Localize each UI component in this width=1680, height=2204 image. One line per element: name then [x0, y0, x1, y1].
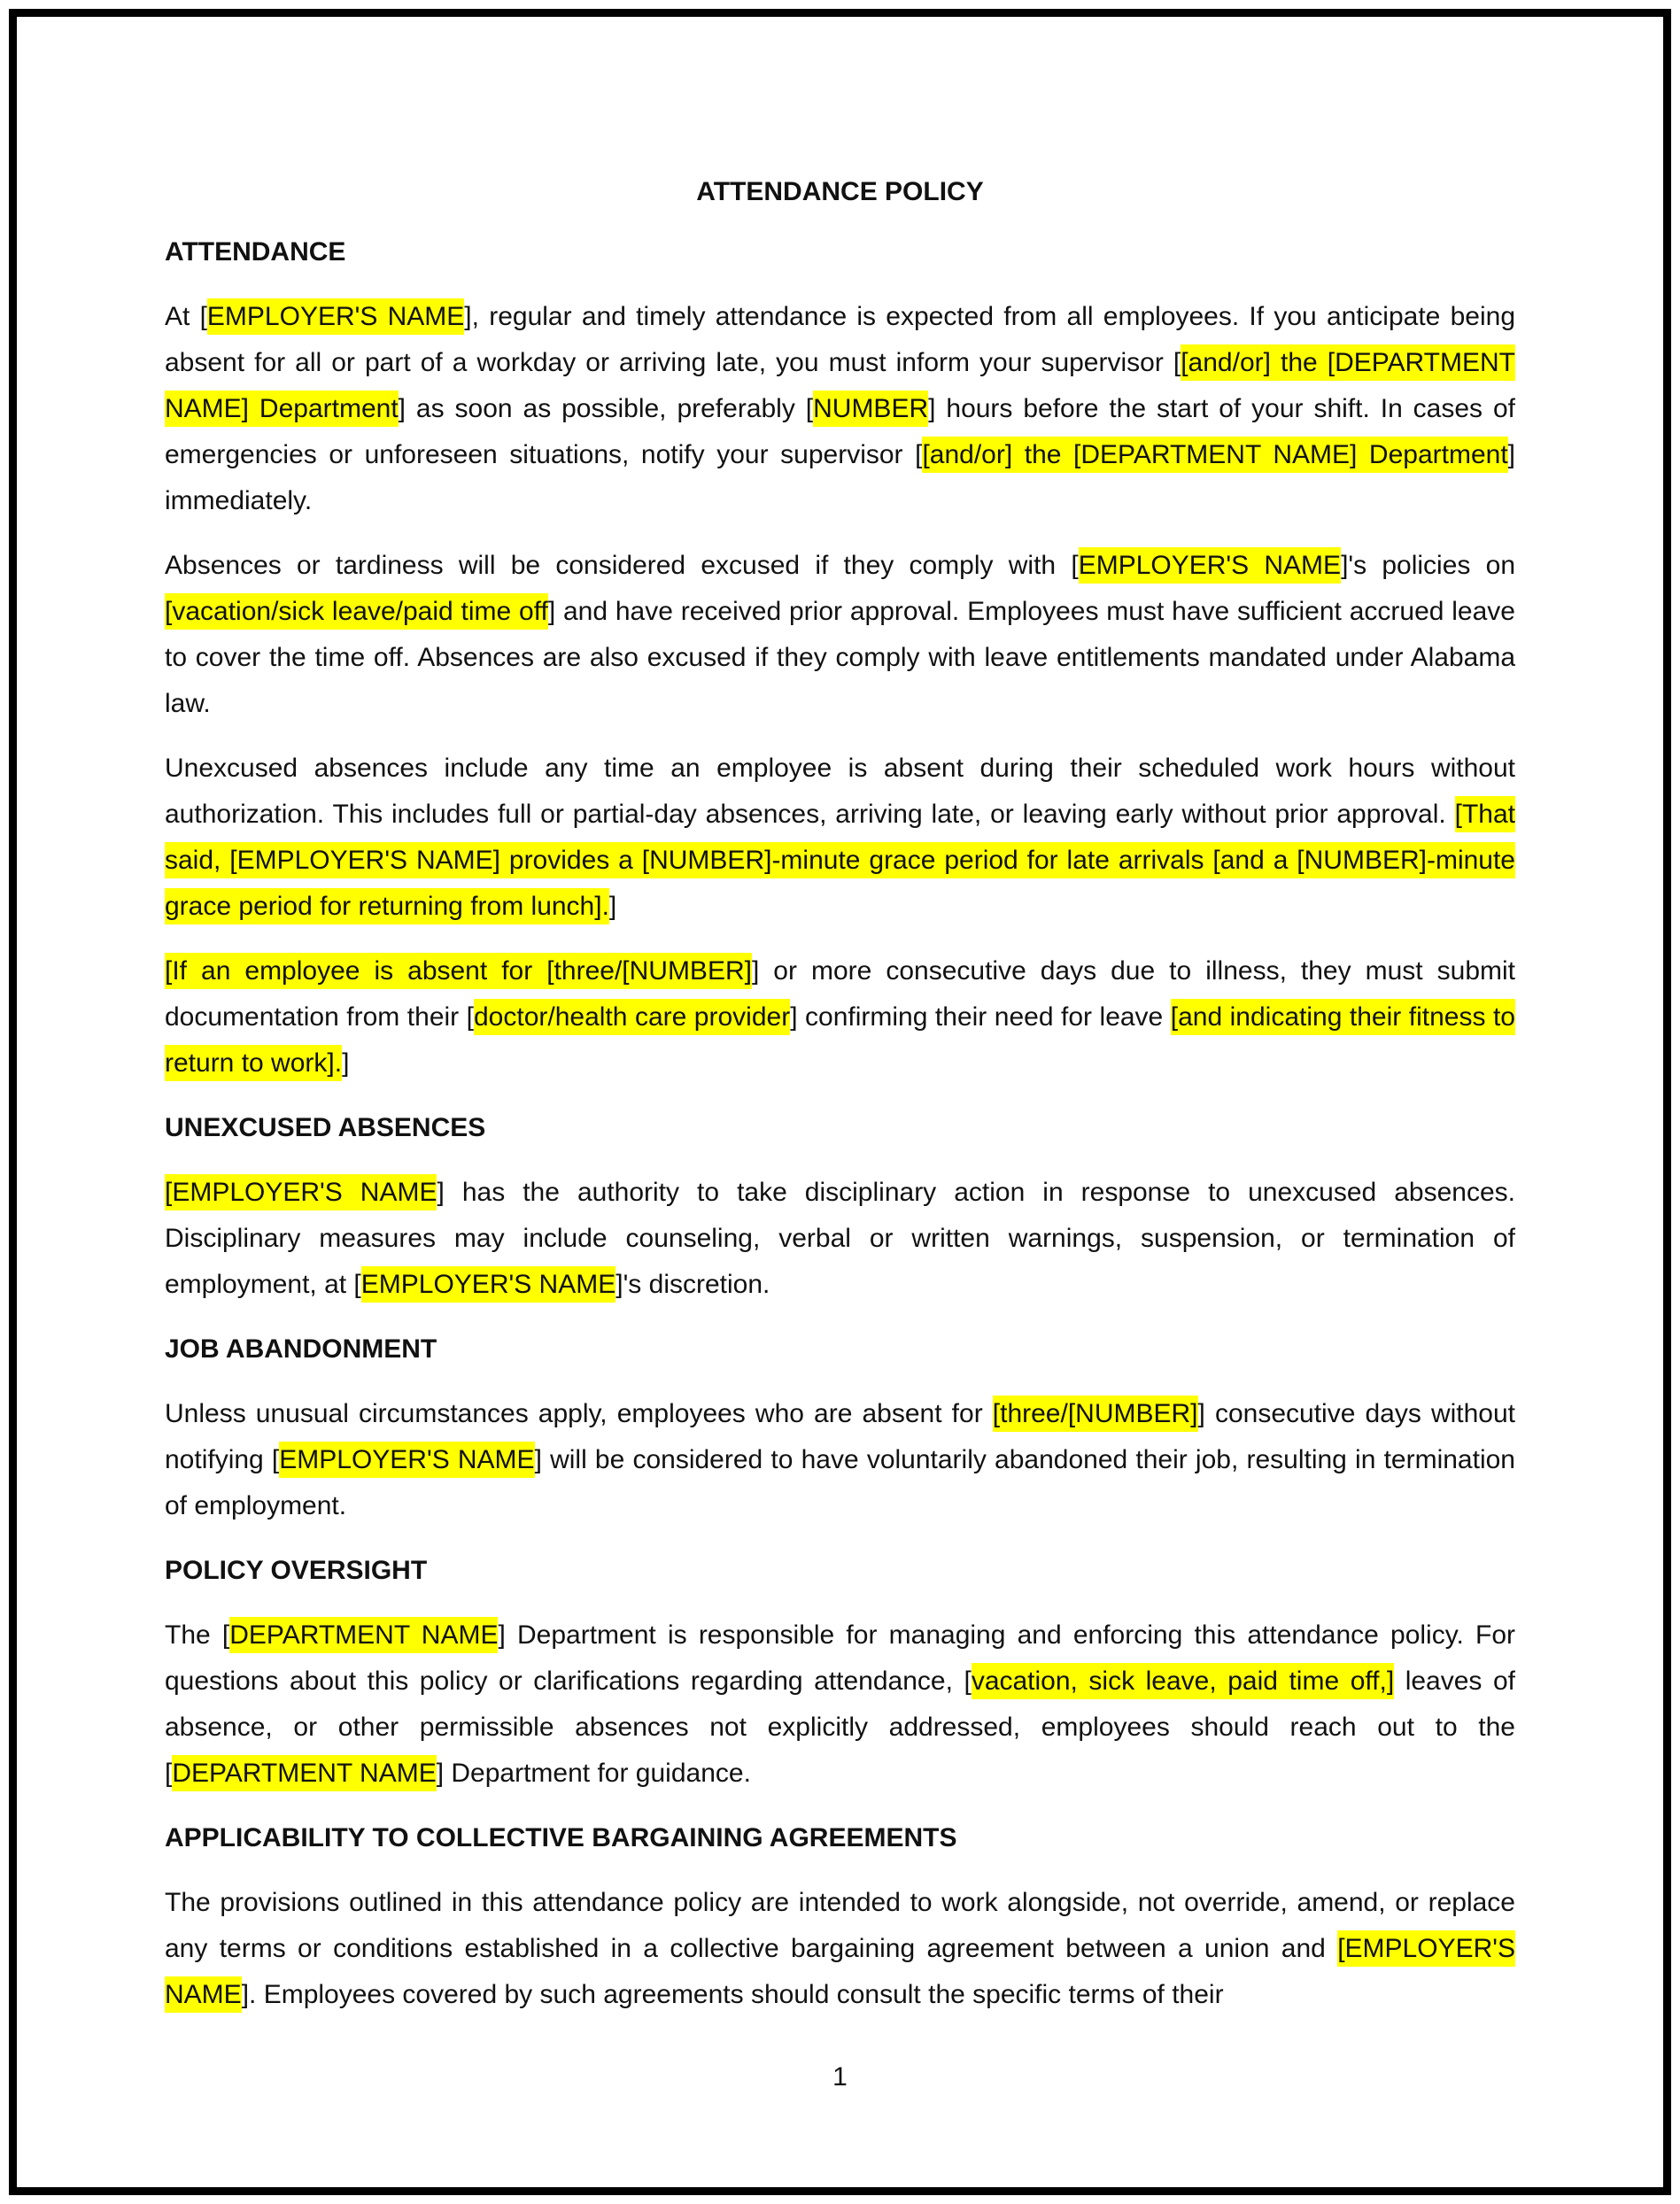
text-segment: ] and have received prior approval. Employees must have sufficient accrued leave to cover the time off. Absences are also excused if they comply with leave entitlements mandated under Alabama law. [165, 597, 1515, 718]
section-heading: APPLICABILITY TO COLLECTIVE BARGAINING AGREEMENTS [165, 1823, 957, 1852]
highlighted-placeholder: EMPLOYER'S NAME [207, 298, 464, 335]
paragraph [165, 746, 1515, 930]
paragraph [165, 1880, 1515, 2018]
text-segment: ]. Employees covered by such agreements should consult the specific terms of their [241, 1980, 1224, 2009]
text-segment: ] [608, 892, 617, 921]
highlighted-placeholder: [and indicating their fitness to return to work]. [165, 999, 1515, 1081]
text-segment: Unless unusual circumstances apply, employees who are absent for [165, 1399, 993, 1428]
paragraph [165, 1612, 1515, 1797]
highlighted-placeholder: [If an employee is absent for [three/[NUMBER] [165, 953, 752, 989]
highlighted-placeholder: EMPLOYER'S NAME [361, 1266, 615, 1303]
text-segment: ] immediately. [165, 440, 1515, 515]
highlighted-placeholder: NUMBER [813, 391, 928, 427]
paragraph [165, 948, 1515, 1087]
highlighted-placeholder: [vacation/sick leave/paid time off [165, 593, 548, 630]
text-segment: ] has the authority to take disciplinary action in response to unexcused absences. Disciplinary measures may include counseling, verbal or written warnings, suspension, or termination of employment, at [ [165, 1178, 1515, 1299]
text-segment: ], regular and timely attendance is expected from all employees. If you anticipate being absent for all or part of a workday or arriving late, you must inform your supervisor [ [165, 302, 1516, 377]
highlighted-placeholder: [EMPLOYER'S NAME [165, 1930, 1515, 2013]
text-segment: ]'s discretion. [615, 1270, 770, 1299]
highlighted-placeholder: EMPLOYER'S NAME [279, 1442, 534, 1478]
section-heading: UNEXCUSED ABSENCES [165, 1113, 486, 1142]
text-segment: The [ [165, 1620, 230, 1650]
highlighted-placeholder: [That said, [EMPLOYER'S NAME] provides a [NUMBER]-minute grace period for late arrivals [and a [NUMBER]-minute grace period for returning from lunch]. [165, 796, 1515, 924]
document-title: ATTENDANCE POLICY [696, 177, 984, 206]
text-segment: ]'s policies on [1341, 551, 1516, 580]
highlighted-placeholder: EMPLOYER'S NAME [1079, 547, 1341, 584]
section-heading: JOB ABANDONMENT [165, 1334, 437, 1364]
text-segment: ] confirming their need for leave [790, 1002, 1171, 1032]
text-segment: ] hours before the start of your shift. In cases of emergencies or unforeseen situations, notify your supervisor [ [165, 394, 1515, 469]
text-segment: Absences or tardiness will be considered excused if they comply with [ [165, 551, 1079, 580]
text-segment: The provisions outlined in this attendance policy are intended to work alongside, not override, amend, or replace any terms or conditions established in a collective bargaining agreement between a union and [165, 1888, 1515, 1963]
highlighted-placeholder: doctor/health care provider [474, 999, 790, 1035]
highlighted-placeholder: [three/[NUMBER] [993, 1396, 1198, 1432]
highlighted-placeholder: [EMPLOYER'S NAME [165, 1174, 437, 1210]
text-segment: At [ [165, 302, 207, 331]
paragraph [165, 294, 1515, 524]
paragraph [165, 543, 1515, 727]
section-heading: ATTENDANCE [165, 237, 346, 267]
paragraph [165, 1391, 1515, 1529]
text-segment: ] [342, 1048, 350, 1078]
text-segment: ] will be considered to have voluntarily abandoned their job, resulting in termination of employment. [165, 1445, 1515, 1520]
page-number: 1 [832, 2062, 848, 2092]
text-segment: leaves of absence, or other permissible absences not explicitly addressed, employees should reach out to the [ [165, 1667, 1515, 1788]
section-heading: POLICY OVERSIGHT [165, 1556, 428, 1585]
text-segment: ] consecutive days without notifying [ [165, 1399, 1515, 1474]
highlighted-placeholder: DEPARTMENT NAME [172, 1755, 436, 1791]
highlighted-placeholder: [and/or] the [DEPARTMENT NAME] Department [922, 437, 1507, 473]
paragraph [165, 1170, 1515, 1308]
text-segment: Unexcused absences include any time an employee is absent during their scheduled work hours without authorization. This includes full or partial-day absences, arriving late, or leaving early without prior approval. [165, 754, 1515, 829]
text-segment: ] Department is responsible for managing and enforcing this attendance policy. For questions about this policy or clarifications regarding attendance, [ [165, 1620, 1516, 1696]
highlighted-placeholder: DEPARTMENT NAME [229, 1617, 498, 1653]
document-content [165, 169, 1515, 2037]
document-sections [165, 229, 1515, 2018]
highlighted-placeholder: [and/or] the [DEPARTMENT NAME] Department [165, 344, 1515, 427]
text-segment: ] or more consecutive days due to illness, they must submit documentation from their [ [165, 956, 1515, 1032]
highlighted-placeholder: vacation, sick leave, paid time off,] [972, 1663, 1394, 1699]
text-segment: ] as soon as possible, preferably [ [398, 394, 814, 423]
text-segment: ] Department for guidance. [436, 1759, 751, 1788]
